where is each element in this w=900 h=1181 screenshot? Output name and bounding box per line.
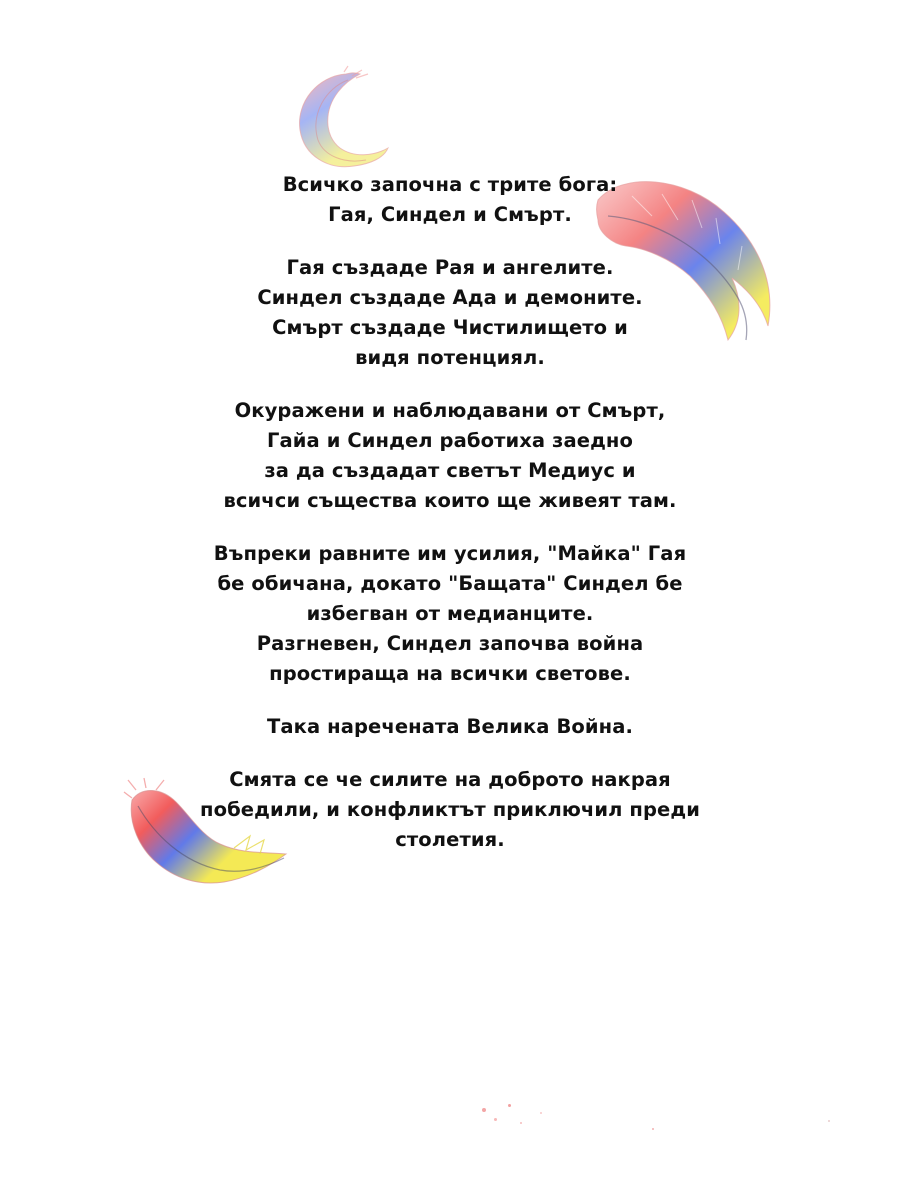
text-line: Гайа и Синдел работиха заедно [267, 429, 633, 452]
text-line: Въпреки равните им усилия, "Майка" Гая [213, 542, 687, 565]
text-line: Разгневен, Синдел започва война [256, 632, 644, 655]
text-line: бе обичана, докато "Бащата" Синдел бе [217, 572, 683, 595]
decorative-speck [652, 1128, 654, 1130]
text-line: Смята се че силите на доброто накрая [229, 768, 671, 791]
stanza-great-war [0, 712, 900, 742]
text-line: всичси същества които ще живеят там. [223, 489, 677, 512]
text-line: столетия. [395, 828, 505, 851]
text-line: Така наречената Велика Война. [266, 715, 634, 738]
decorative-speck [540, 1112, 542, 1114]
text-line: избегван от медианците. [306, 602, 594, 625]
stanza-war-start [0, 539, 900, 689]
text-line: за да създадат светът Медиус и [264, 459, 636, 482]
text-line: Гая създаде Рая и ангелите. [286, 256, 614, 279]
text-line: Гая, Синдел и Смърт. [328, 203, 572, 226]
story-text [0, 170, 900, 878]
feather-icon [288, 66, 398, 176]
decorative-speck [828, 1120, 830, 1122]
decorative-speck [494, 1118, 497, 1121]
stanza-medius [0, 396, 900, 516]
stanza-ending [0, 765, 900, 855]
text-line: Всичко започна с трите бога: [282, 173, 618, 196]
decorative-speck [482, 1108, 486, 1112]
stanza-creation [0, 253, 900, 373]
decorative-speck [508, 1104, 511, 1107]
text-line: Смърт създаде Чистилището и [272, 316, 628, 339]
decorative-speck [520, 1122, 522, 1124]
text-line: Синдел създаде Ада и демоните. [257, 286, 643, 309]
stanza-origin [0, 170, 900, 230]
text-line: видя потенциял. [355, 346, 545, 369]
text-line: Окуражени и наблюдавани от Смърт, [234, 399, 666, 422]
text-line: простираща на всички светове. [269, 662, 631, 685]
text-line: победили, и конфликтът приключил преди [200, 798, 700, 821]
